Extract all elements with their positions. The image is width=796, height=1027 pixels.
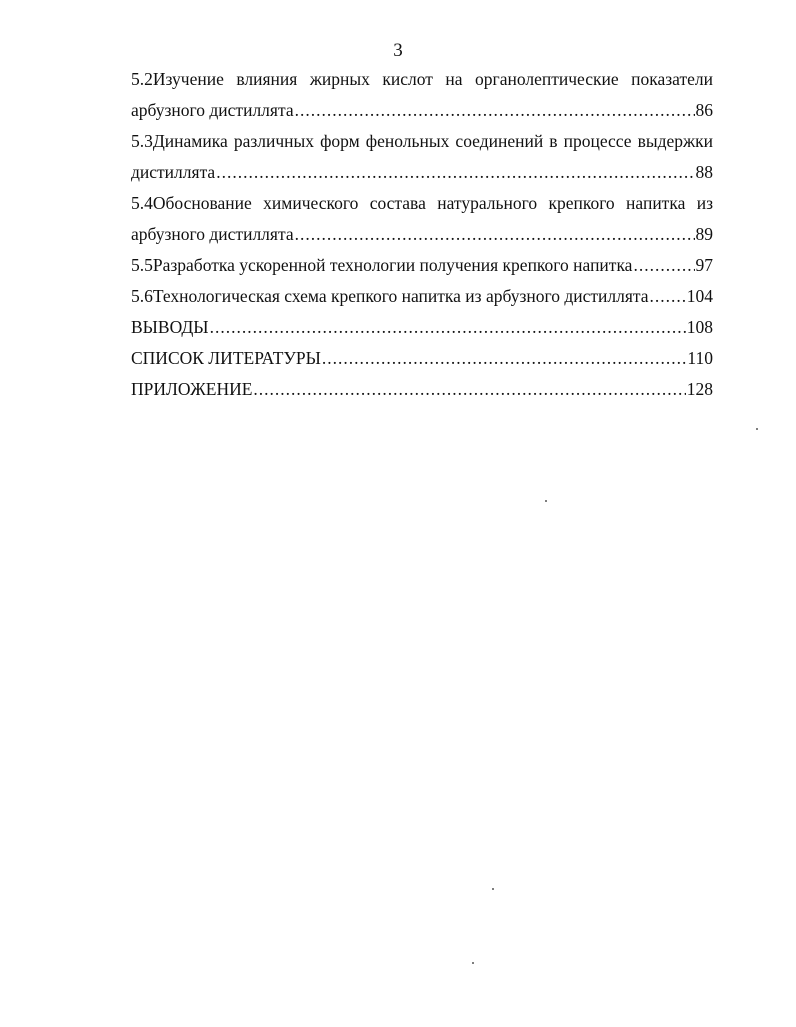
toc-entry-title: ВЫВОДЫ xyxy=(131,317,209,337)
toc-entry-line xyxy=(131,312,713,343)
toc-entry-title-end: арбузного дистиллята xyxy=(131,100,294,120)
scan-speck xyxy=(756,428,758,430)
toc-entry-appendix xyxy=(131,374,713,405)
toc-entry-line xyxy=(131,343,713,374)
toc-entry-line xyxy=(131,281,713,312)
toc-entry-conclusions xyxy=(131,312,713,343)
toc-entry-title: 5.5Разработка ускоренной технологии получения крепкого напитка xyxy=(131,255,633,275)
dot-leader xyxy=(216,157,694,188)
table-of-contents xyxy=(131,64,713,405)
dot-leader xyxy=(322,343,687,374)
page-number: 3 xyxy=(393,40,403,61)
toc-page-number: 88 xyxy=(695,162,713,182)
toc-entry-line xyxy=(131,95,713,126)
toc-entry-line xyxy=(131,157,713,188)
toc-entry-5-4 xyxy=(131,188,713,250)
toc-entry-5-2 xyxy=(131,64,713,126)
dot-leader xyxy=(253,374,685,405)
toc-entry-references xyxy=(131,343,713,374)
dot-leader xyxy=(633,250,694,281)
toc-entry-5-5 xyxy=(131,250,713,281)
toc-entry-title-end: дистиллята xyxy=(131,162,216,182)
toc-page-number: 108 xyxy=(686,317,713,337)
toc-entry-title: 5.2Изучение влияния жирных кислот на органолептические показатели xyxy=(131,69,713,89)
toc-page-number: 104 xyxy=(686,286,713,306)
toc-page-number: 86 xyxy=(695,100,713,120)
scan-speck xyxy=(472,962,474,964)
toc-entry-line xyxy=(131,374,713,405)
toc-page-number: 89 xyxy=(695,224,713,244)
toc-entry-title-end: арбузного дистиллята xyxy=(131,224,294,244)
toc-entry-title: 5.6Технологическая схема крепкого напитка из арбузного дистиллята xyxy=(131,286,649,306)
scan-speck xyxy=(492,888,494,890)
toc-entry-title: СПИСОК ЛИТЕРАТУРЫ xyxy=(131,348,321,368)
toc-entry-line xyxy=(131,250,713,281)
toc-page-number: 97 xyxy=(695,255,713,275)
toc-entry-title: 5.3Динамика различных форм фенольных соединений в процессе выдержки xyxy=(131,131,713,151)
dot-leader xyxy=(650,281,686,312)
scan-speck xyxy=(545,500,547,502)
toc-entry-line xyxy=(131,219,713,250)
toc-entry-title: 5.4Обоснование химического состава натурального крепкого напитка из xyxy=(131,193,713,213)
toc-page-number: 110 xyxy=(687,348,713,368)
dot-leader xyxy=(295,219,695,250)
toc-entry-5-3 xyxy=(131,126,713,188)
toc-page-number: 128 xyxy=(686,379,713,399)
dot-leader xyxy=(210,312,686,343)
dot-leader xyxy=(295,95,695,126)
toc-entry-5-6 xyxy=(131,281,713,312)
toc-entry-title: ПРИЛОЖЕНИЕ xyxy=(131,379,253,399)
